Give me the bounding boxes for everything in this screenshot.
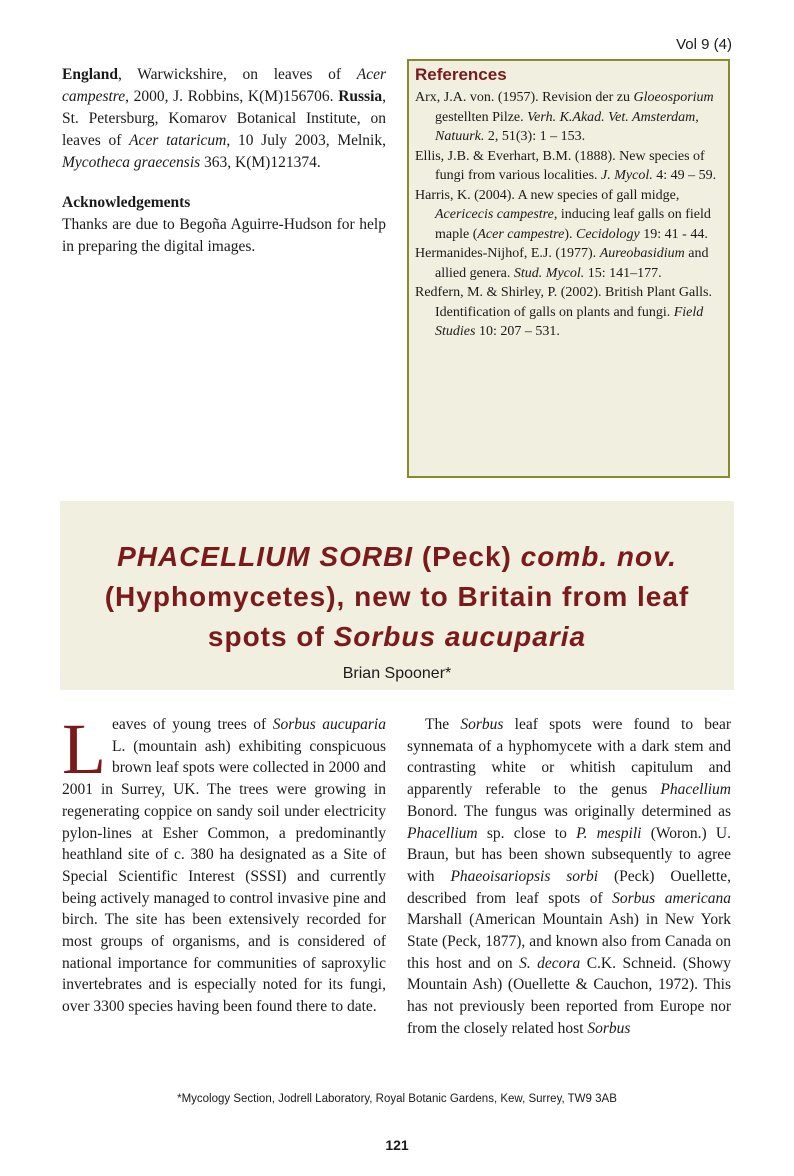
- reference-item: Harris, K. (2004). A new species of gall midge, Acericecis campestre, inducing leaf galls on field maple (Acer campestre). Cecidology 19: 41 - 44.: [415, 187, 711, 242]
- reference-item: Redfern, M. & Shirley, P. (2002). British Plant Galls. Identification of galls on plants and fungi. Field Studies 10: 207 – 531.: [415, 285, 712, 339]
- body-paragraph: Leaves of young trees of Sorbus aucuparia L. (mountain ash) exhibiting conspicuous brown leaf spots were collected in 2000 and 2001 in Surrey, UK. The trees were growing in regenerating coppice on sandy soil under electricity pylon-lines at Esher Common, a predominantly heathland site of c. 380 ha designated as a Site of Special Scientific Interest (SSSI) and currently being actively managed to control invasive pine and birch. The site has been extensively recorded for most groups of organisms, and is considered of national importance for communities of saproxylic invertebrates and is especially noted for its fungi, over 3300 species having been found there to date.: [62, 709, 386, 1016]
- records-section: [62, 64, 386, 258]
- article-title: PHACELLIUM SORBI (Peck) comb. nov. (Hyphomycetes), new to Britain from leaf spots of Sorbus aucuparia: [104, 541, 690, 652]
- drop-cap: L: [62, 709, 106, 789]
- body-paragraph: The Sorbus leaf spots were found to bear synnemata of a hyphomycete with a dark stem and contrasting white or whitish capitulum and apparently referable to the genus Phacellium Bonord. The fungus was originally determined as Phacellium sp. close to P. mespili (Woron.) U. Braun, but has been shown subsequently to agree with Phaeoisariopsis sorbi (Peck) Ouellette, described from leaf spots of Sorbus americana Marshall (American Mountain Ash) in New York State (Peck, 1877), and known also from Canada on this host and on S. decora C.K. Schneid. (Showy Mountain Ash) (Ouellette & Cauchon, 1972). This has not previously been reported from Europe nor from the closely related host Sorbus: [407, 716, 732, 1037]
- references-box: [407, 59, 730, 478]
- author-name: Brian Spooner*: [342, 665, 452, 682]
- acknowledgements-text: Thanks are due to Begoña Aguirre-Hudson for help in preparing the digital images.: [62, 216, 386, 255]
- reference-item: Arx, J.A. von. (1957). Revision der zu Gloeosporium gestellten Pilze. Verh. K.Akad. Vet. Amsterdam, Natuurk. 2, 51(3): 1 – 153.: [415, 90, 714, 144]
- volume-label: Vol 9 (4): [676, 36, 732, 53]
- acknowledgements-heading: Acknowledgements: [62, 194, 191, 211]
- body-column-left: [62, 709, 386, 1018]
- author-affiliation-footnote: *Mycology Section, Jodrell Laboratory, Royal Botanic Gardens, Kew, Surrey, TW9 3AB: [177, 1093, 617, 1105]
- reference-item: Hermanides-Nijhof, E.J. (1977). Aureobasidium and allied genera. Stud. Mycol. 15: 141–177.: [415, 246, 709, 281]
- body-column-right: [407, 714, 731, 1040]
- page-number: 121: [385, 1137, 409, 1153]
- references-title: References: [415, 65, 507, 84]
- reference-item: Ellis, J.B. & Everhart, B.M. (1888). New species of fungi from various localities. J. Mycol. 4: 49 – 59.: [415, 148, 717, 183]
- record-england: England, Warwickshire, on leaves of Acer campestre, 2000, J. Robbins, K(M)156706. Russia, St. Petersburg, Komarov Botanical Institute, on leaves of Acer tataricum, 10 July 2003, Melnik, Mycotheca graecensis 363, K(M)121374.: [62, 66, 387, 171]
- article-title-banner: [60, 501, 734, 690]
